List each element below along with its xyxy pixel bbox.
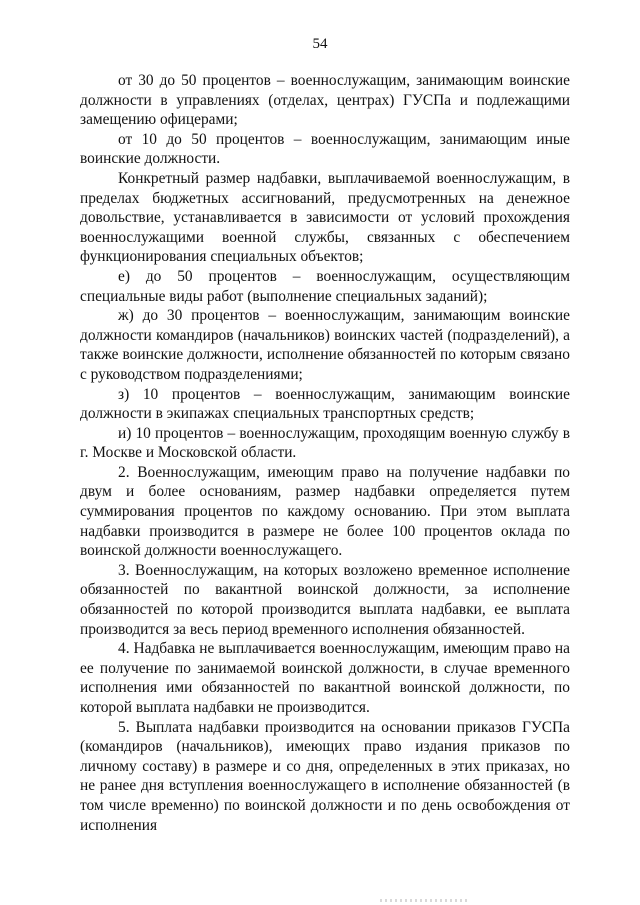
paragraph-specific-amount: Конкретный размер надбавки, выплачиваемой военнослужащим, в пределах бюджетных ассигнований, предусмотренных на денежное довольствие, устанавливается в зависимости от условий прохождения военнослужащими военной службы, связанных с обеспечением функционирования специальных объектов; (80, 169, 570, 266)
scan-artifact (380, 899, 470, 902)
document-body (80, 71, 570, 835)
page-number: 54 (312, 36, 328, 52)
paragraph-item-zh: ж) до 30 процентов – военнослужащим, занимающим воинские должности командиров (начальников) воинских частей (подразделений), а также воинские должности, исполнение обязанностей по которым связано с руководством подразделениями; (80, 307, 570, 383)
paragraph-item-e: е) до 50 процентов – военнослужащим, осуществляющим специальные виды работ (выполнение специальных заданий); (80, 267, 570, 305)
paragraph-clause-3: 3. Военнослужащим, на которых возложено временное исполнение обязанностей по вакантной воинской должности, за исполнение обязанностей по которой производится выплата надбавки, ее выплата производится за весь период временного исполнения обязанностей. (80, 561, 570, 638)
paragraph-grade-30-50: от 30 до 50 процентов – военнослужащим, занимающим воинские должности в управлениях (отделах, центрах) ГУСПа и подлежащими замещению офицерами; (80, 72, 570, 129)
paragraph-clause-5: 5. Выплата надбавки производится на основании приказов ГУСПа (командиров (начальников), имеющих право издания приказов по личному составу) в размере и со дня, определенных в этих приказах, но не ранее дня вступления военнослужащего в исполнение обязанностей (в том числе временно) по воинской должности и по день освобождения от исполнения (80, 718, 570, 834)
paragraph-clause-4: 4. Надбавка не выплачивается военнослужащим, имеющим право на ее получение по занимаемой воинской должности, в случае временного исполнения ими обязанностей по вакантной воинской должности, по которой выплата надбавки не производится. (80, 640, 570, 716)
paragraph-grade-10-50: от 10 до 50 процентов – военнослужащим, занимающим иные воинские должности. (80, 130, 570, 168)
paragraph-clause-2: 2. Военнослужащим, имеющим право на получение надбавки по двум и более основаниям, размер надбавки определяется путем суммирования процентов по каждому основанию. При этом выплата надбавки производится в размере не более 100 процентов оклада по воинской должности военнослужащего. (80, 463, 570, 560)
paragraph-item-z: з) 10 процентов – военнослужащим, занимающим воинские должности в экипажах специальных транспортных средств; (80, 385, 570, 423)
paragraph-item-i: и) 10 процентов – военнослужащим, проходящим военную службу в г. Москве и Московской области. (80, 424, 570, 462)
